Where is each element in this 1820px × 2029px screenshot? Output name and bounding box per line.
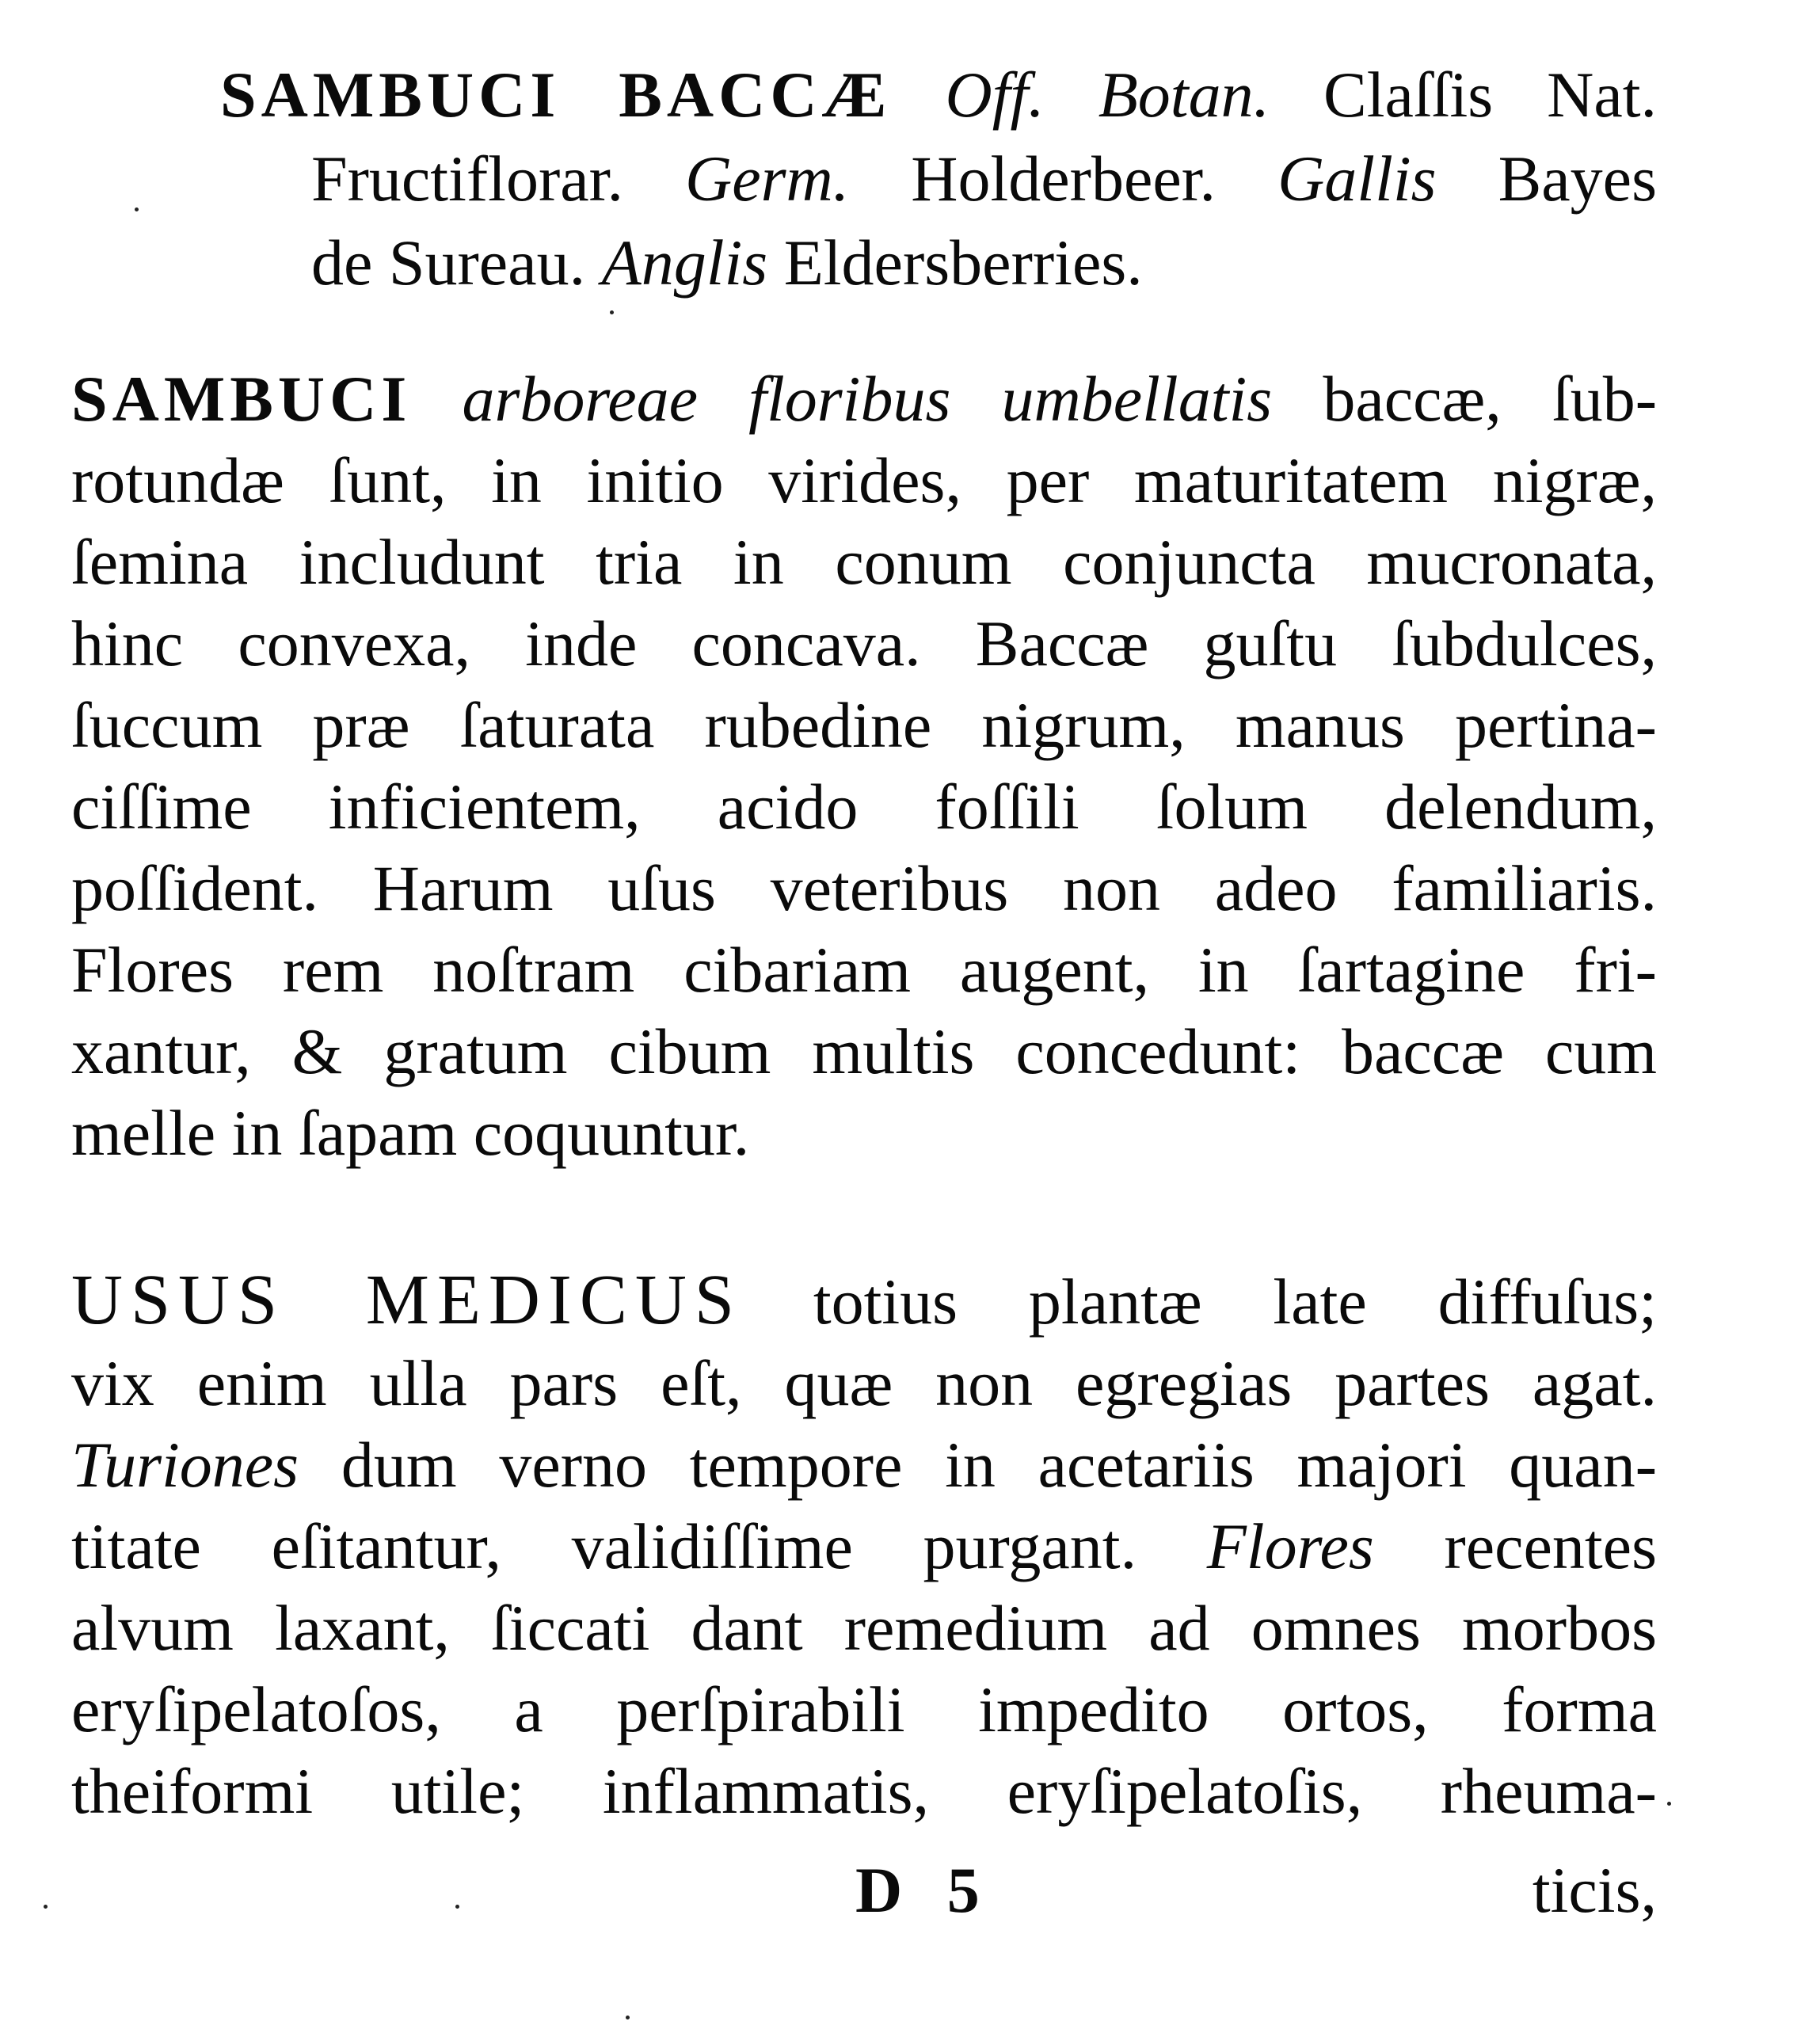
- text-segment: Holderbeer.: [849, 143, 1278, 215]
- text-line: [71, 1587, 1657, 1669]
- italic-text: Turiones: [71, 1429, 299, 1501]
- text-line: [220, 53, 1657, 137]
- page-footer: [71, 1849, 1657, 1931]
- text-segment: theiformi utile; inflammatis, eryſipelatoſis, rheuma-: [71, 1755, 1657, 1827]
- italic-text: Off. Botan.: [945, 59, 1270, 131]
- print-speck: [455, 1905, 459, 1909]
- print-speck: [135, 207, 139, 211]
- signature-mark: D 5: [855, 1854, 994, 1926]
- text-line: [71, 358, 1657, 440]
- italic-text: arboreae floribus umbellatis: [462, 363, 1273, 435]
- print-speck: [44, 1905, 48, 1909]
- caps-heading-text: SAMBUCI: [71, 363, 412, 435]
- text-segment: Eldersberries.: [767, 227, 1143, 299]
- text-segment: Flores rem noſtram cibariam augent, in ſartagine fri-: [71, 934, 1657, 1006]
- text-line: [71, 847, 1657, 929]
- italic-text: Germ.: [684, 143, 850, 215]
- catchword: ticis,: [1532, 1854, 1657, 1926]
- text-segment: baccæ, ſub-: [1272, 363, 1657, 435]
- text-line: [71, 1259, 1657, 1342]
- text-line: [71, 1011, 1657, 1092]
- text-line: [311, 221, 1657, 305]
- text-line: [71, 1506, 1657, 1587]
- italic-text: Gallis: [1277, 143, 1437, 215]
- text-line: [71, 1092, 1657, 1174]
- text-line: [71, 1750, 1657, 1832]
- text-segment: [411, 363, 462, 435]
- caps-heading-text: USUS MEDICUS: [71, 1261, 742, 1339]
- text-segment: eryſipelatoſos, a perſpirabili impedito ortos, forma: [71, 1673, 1657, 1745]
- text-segment: totius plantæ late diffuſus;: [741, 1266, 1657, 1338]
- text-line: [71, 440, 1657, 521]
- text-line: [71, 1342, 1657, 1424]
- text-segment: poſſident. Harum uſus veteribus non adeo familiaris.: [71, 852, 1657, 924]
- text-line: [71, 603, 1657, 684]
- text-segment: [892, 59, 946, 131]
- print-speck: [610, 310, 614, 314]
- text-line: [71, 521, 1657, 603]
- text-segment: de Sureau.: [311, 227, 602, 299]
- text-segment: xantur, & gratum cibum multis concedunt: baccæ cum: [71, 1015, 1657, 1087]
- heading-entry: [220, 53, 1658, 305]
- text-line: [71, 684, 1657, 766]
- description-paragraph: [71, 358, 1657, 1174]
- text-line: [71, 929, 1657, 1011]
- text-segment: alvum laxant, ſiccati dant remedium ad omnes morbos: [71, 1592, 1657, 1664]
- text-segment: rotundæ ſunt, in initio virides, per maturitatem nigræ,: [71, 444, 1657, 516]
- text-segment: recentes: [1373, 1510, 1657, 1582]
- text-segment: ciſſime inficientem, acido foſſili ſolum delendum,: [71, 771, 1657, 843]
- print-speck: [1667, 1802, 1671, 1806]
- text-segment: ſemina includunt tria in conum conjuncta mucronata,: [71, 526, 1657, 598]
- text-line: [71, 1424, 1657, 1506]
- usus-medicus-paragraph: [71, 1259, 1657, 1832]
- text-segment: melle in ſapam coquuntur.: [71, 1097, 750, 1169]
- text-segment: Claſſis Nat.: [1270, 59, 1658, 131]
- text-segment: vix enim ulla pars eſt, quæ non egregias partes agat.: [71, 1347, 1657, 1419]
- text-line: [71, 1669, 1657, 1750]
- text-segment: ſuccum præ ſaturata rubedine nigrum, manus pertina-: [71, 689, 1657, 761]
- text-segment: Fructiflorar.: [311, 143, 685, 215]
- italic-text: Flores: [1206, 1510, 1374, 1582]
- caps-heading-text: SAMBUCI BACCÆ: [220, 59, 892, 131]
- print-speck: [626, 2016, 630, 2019]
- italic-text: Anglis: [601, 227, 768, 299]
- text-segment: dum verno tempore in acetariis majori quan-: [299, 1429, 1657, 1501]
- text-line: [311, 137, 1657, 221]
- text-segment: titate eſitantur, validiſſime purgant.: [71, 1510, 1207, 1582]
- text-line: [71, 766, 1657, 847]
- text-segment: Bayes: [1436, 143, 1657, 215]
- text-segment: hinc convexa, inde concava. Baccæ guſtu ſubdulces,: [71, 607, 1657, 680]
